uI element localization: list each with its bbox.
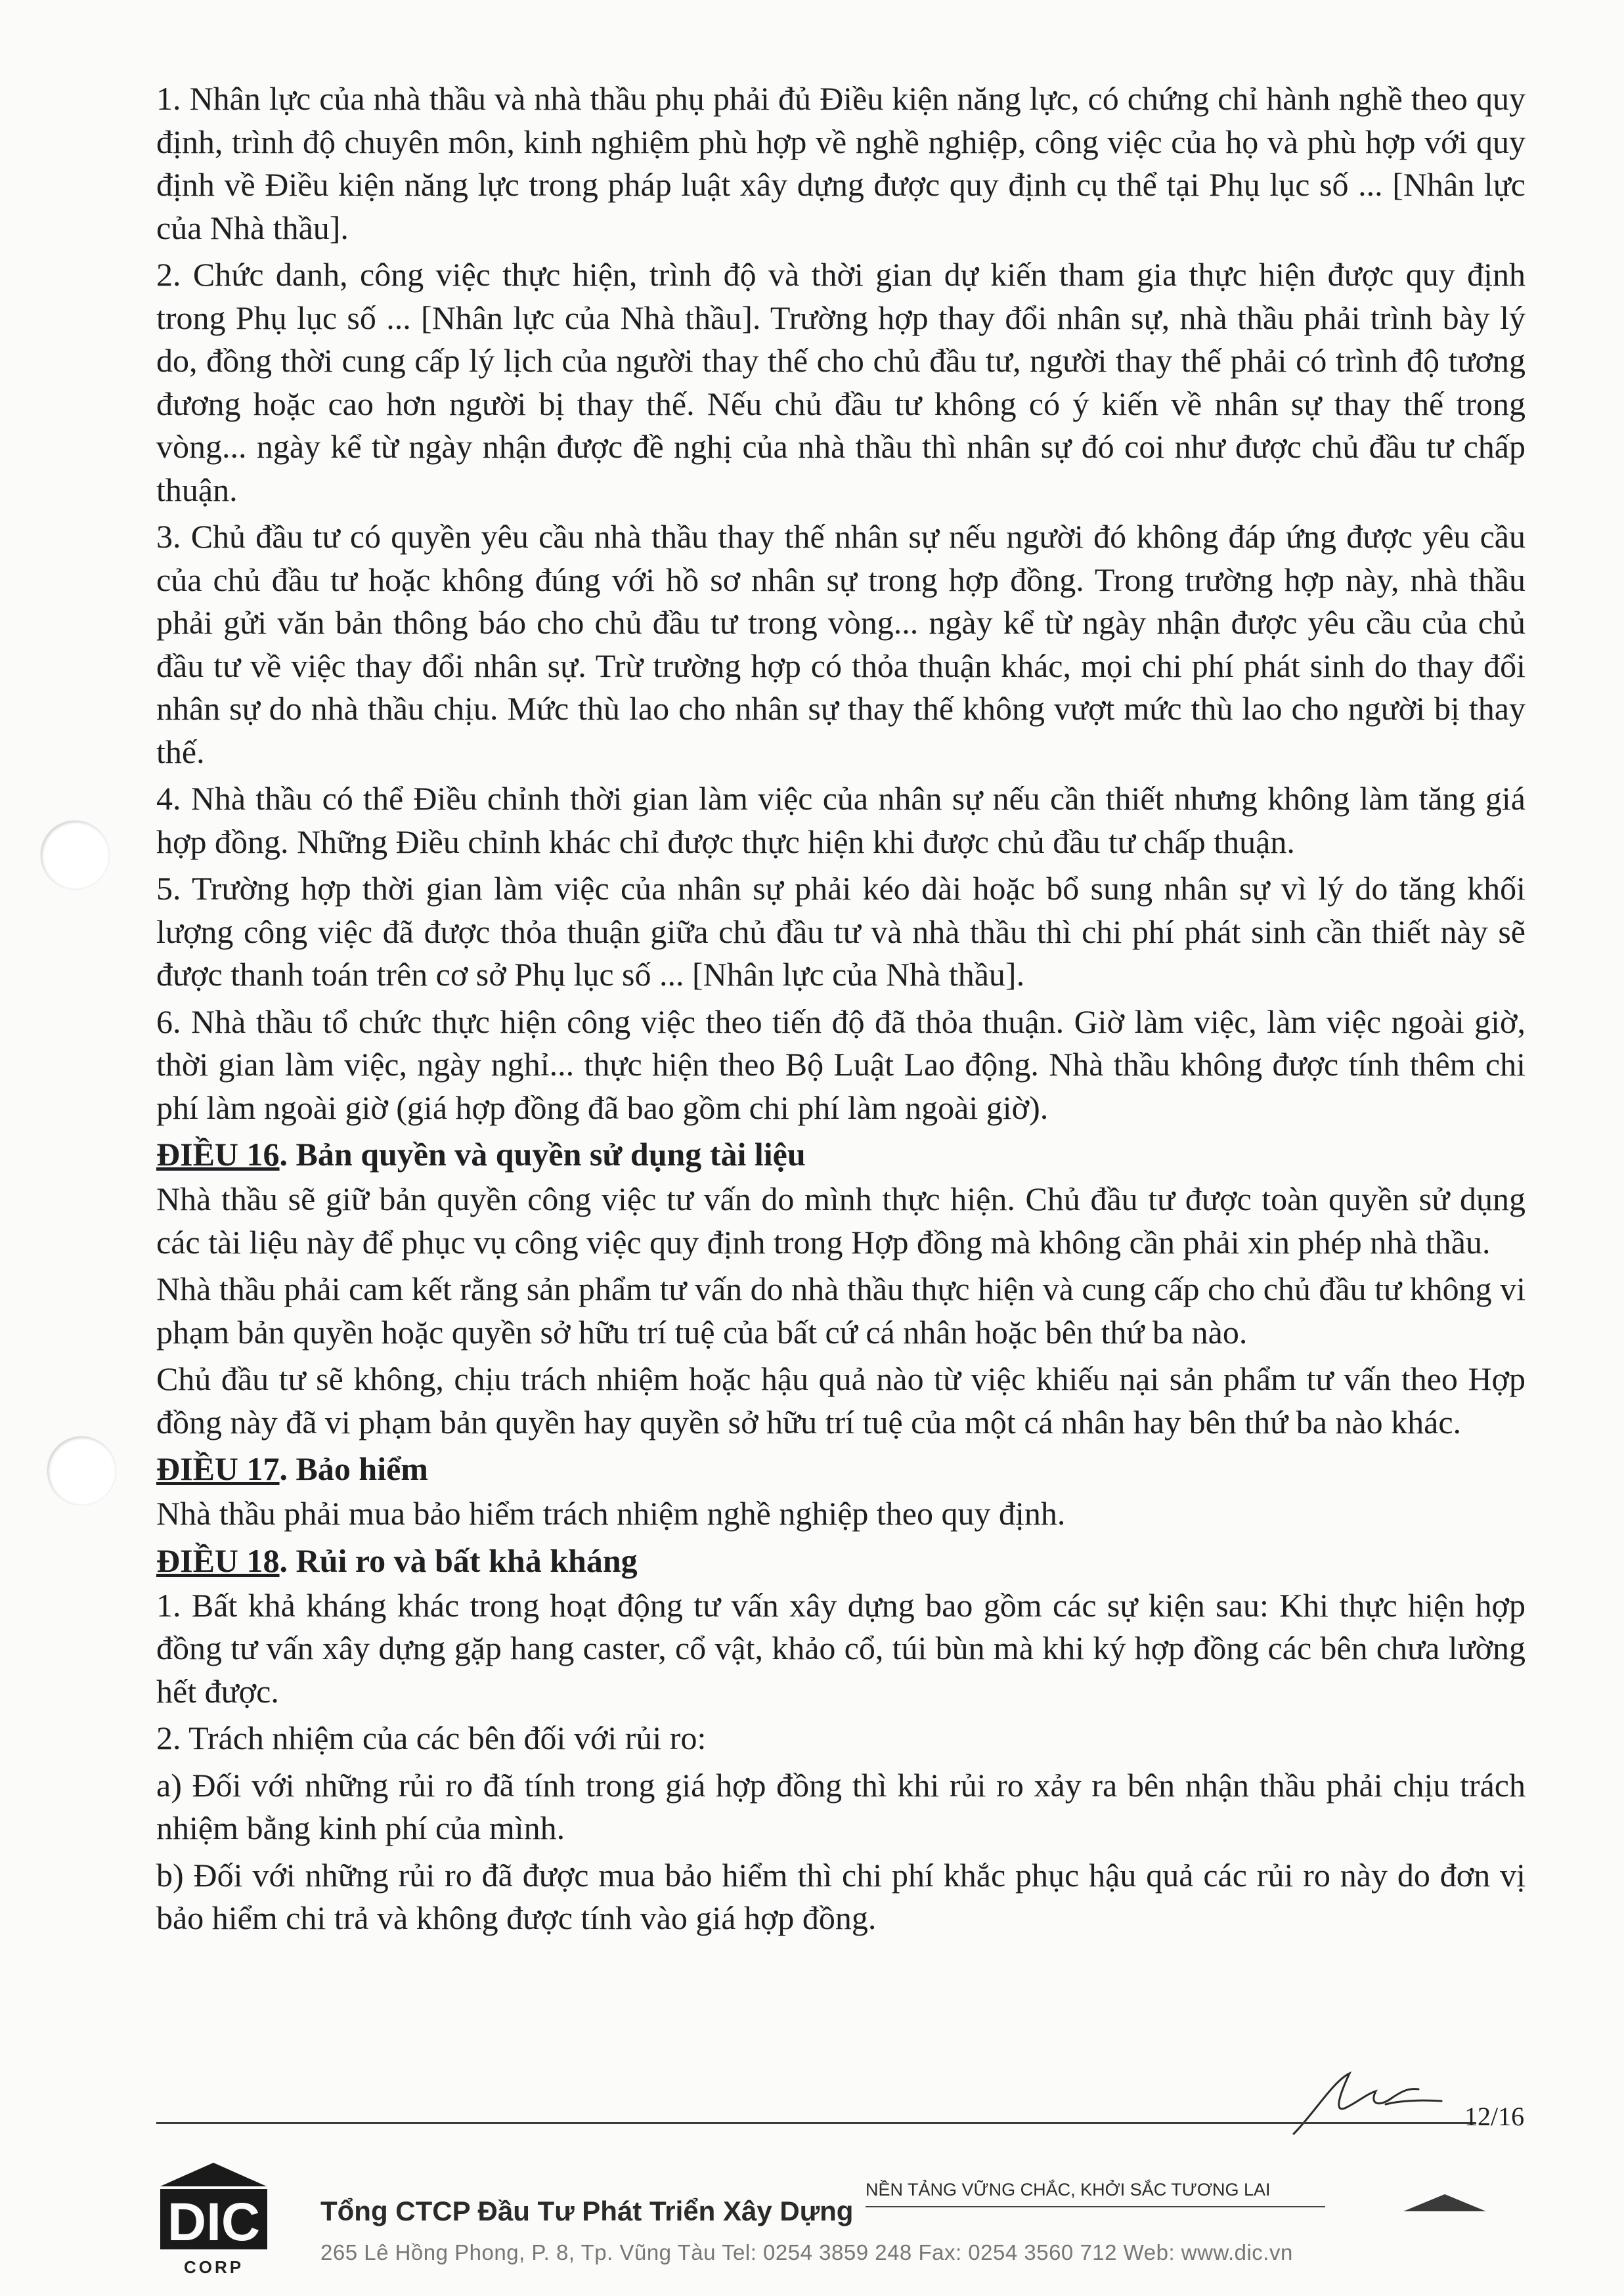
clause-paragraph: 4. Nhà thầu có thể Điều chỉnh thời gian làm việc của nhân sự nếu cần thiết nhưng không làm tăng giá hợp đồng. Những Điều chỉnh khác chỉ được thực hiện khi được chủ đầu tư chấp thuận. [156,780,1525,860]
article-17-number: ĐIỀU 17 [156,1450,280,1487]
clause-paragraph: a) Đối với những rủi ro đã tính trong giá hợp đồng thì khi rủi ro xảy ra bên nhận thầu phải chịu trách nhiệm bằng kinh phí của mình. [156,1766,1525,1846]
article-18-number: ĐIỀU 18 [156,1542,280,1579]
dic-logo-icon [156,2160,271,2265]
punch-hole-top [41,821,109,889]
signature-initials-icon [1287,2068,1445,2140]
clause-paragraph: 3. Chủ đầu tư có quyền yêu cầu nhà thầu thay thế nhân sự nếu người đó không đáp ứng được yêu cầu của chủ đầu tư hoặc không đúng với hồ sơ nhân sự trong hợp đồng. Trong trường hợp này, nhà thầu phải gửi văn bản thông báo cho chủ đầu tư trong vòng... ngày kể từ ngày nhận được yêu cầu của chủ đầu tư về việc thay đổi nhân sự. Trừ trường hợp có thỏa thuận khác, mọi chi phí phát sinh do thay đổi nhân sự do nhà thầu chịu. Mức thù lao cho nhân sự thay thế không vượt mức thù lao cho người bị thay thế. [156,518,1525,770]
logo-subtitle: CORP [183,2257,244,2277]
punch-hole-bottom [47,1437,116,1505]
company-slogan: NỀN TẢNG VỮNG CHẮC, KHỞI SẮC TƯƠNG LAI [866,2180,1271,2199]
slogan-underline [866,2206,1325,2207]
clause-paragraph: 2. Trách nhiệm của các bên đối với rủi ro: [156,1720,707,1756]
company-name: Tổng CTCP Đầu Tư Phát Triển Xây Dựng [320,2196,854,2226]
article-17-title: . Bảo hiểm [279,1450,428,1487]
article-16-number: ĐIỀU 16 [156,1136,280,1173]
article-16-heading [156,1133,1525,1175]
document-body [156,77,1525,1944]
clause-paragraph: Nhà thầu phải cam kết rằng sản phẩm tư vấn do nhà thầu thực hiện và cung cấp cho chủ đầu tư không vi phạm bản quyền hoặc quyền sở hữu trí tuệ của bất cứ cá nhân hoặc bên thứ ba nào. [156,1270,1525,1351]
article-18-title: . Rủi ro và bất khả kháng [279,1542,638,1579]
clause-paragraph: 1. Nhân lực của nhà thầu và nhà thầu phụ phải đủ Điều kiện năng lực, có chứng chỉ hành nghề theo quy định, trình độ chuyên môn, kinh nghiệm phù hợp về nghề nghiệp, công việc của họ và phù hợp với quy định về Điều kiện năng lực trong pháp luật xây dựng được quy định cụ thể tại Phụ lục số ... [Nhân lực của Nhà thầu]. [156,80,1525,246]
clause-paragraph: Nhà thầu phải mua bảo hiểm trách nhiệm nghề nghiệp theo quy định. [156,1495,1066,1532]
footer-divider [156,2122,1476,2124]
clause-paragraph: 2. Chức danh, công việc thực hiện, trình độ và thời gian dự kiến tham gia thực hiện được quy định trong Phụ lục số ... [Nhân lực của Nhà thầu]. Trường hợp thay đổi nhân sự, nhà thầu phải trình bày lý do, đồng thời cung cấp lý lịch của người thay thế cho chủ đầu tư, người thay thế phải có trình độ tương đương hoặc cao hơn người bị thay thế. Nếu chủ đầu tư không có ý kiến về nhân sự thay thế trong vòng... ngày kể từ ngày nhận được đề nghị của nhà thầu thì nhân sự đó coi như được chủ đầu tư chấp thuận. [156,256,1525,508]
clause-paragraph: 5. Trường hợp thời gian làm việc của nhân sự phải kéo dài hoặc bổ sung nhân sự vì lý do tăng khối lượng công việc đã được thỏa thuận giữa chủ đầu tư và nhà thầu thì chi phí phát sinh cần thiết này sẽ được thanh toán trên cơ sở Phụ lục số ... [Nhân lực của Nhà thầu]. [156,870,1525,993]
clause-paragraph: 1. Bất khả kháng khác trong hoạt động tư vấn xây dựng bao gồm các sự kiện sau: Khi thực hiện hợp đồng tư vấn xây dựng gặp hang caster, cổ vật, khảo cổ, túi bùn mà khi ký hợp đồng các bên chưa lường hết được. [156,1586,1525,1710]
article-18-heading [156,1540,1525,1582]
article-16-title: . Bản quyền và quyền sử dụng tài liệu [279,1136,806,1173]
article-17-heading [156,1448,1525,1490]
clause-paragraph: 6. Nhà thầu tổ chức thực hiện công việc theo tiến độ đã thỏa thuận. Giờ làm việc, làm việc ngoài giờ, thời gian làm việc, ngày nghỉ... thực hiện theo Bộ Luật Lao động. Nhà thầu không được tính thêm chi phí làm ngoài giờ (giá hợp đồng đã bao gồm chi phí làm ngoài giờ). [156,1003,1525,1126]
roof-icon [1402,2193,1487,2213]
company-address: 265 Lê Hồng Phong, P. 8, Tp. Vũng Tàu Tel: 0254 3859 248 Fax: 0254 3560 712 Web: www.dic.vn [320,2240,1293,2264]
clause-paragraph: b) Đối với những rủi ro đã được mua bảo hiểm thì chi phí khắc phục hậu quả các rủi ro này do đơn vị bảo hiểm chi trả và không được tính vào giá hợp đồng. [156,1856,1525,1936]
clause-paragraph: Nhà thầu sẽ giữ bản quyền công việc tư vấn do mình thực hiện. Chủ đầu tư được toàn quyền sử dụng các tài liệu này để phục vụ công việc quy định trong Hợp đồng mà không cần phải xin phép nhà thầu. [156,1180,1525,1261]
page-number: 12/16 [1464,2102,1525,2131]
clause-paragraph: Chủ đầu tư sẽ không, chịu trách nhiệm hoặc hậu quả nào từ việc khiếu nại sản phẩm tư vấn theo Hợp đồng này đã vi phạm bản quyền hay quyền sở hữu trí tuệ của một cá nhân hay bên thứ ba nào khác. [156,1360,1525,1440]
logo-text: DIC [167,2192,261,2252]
